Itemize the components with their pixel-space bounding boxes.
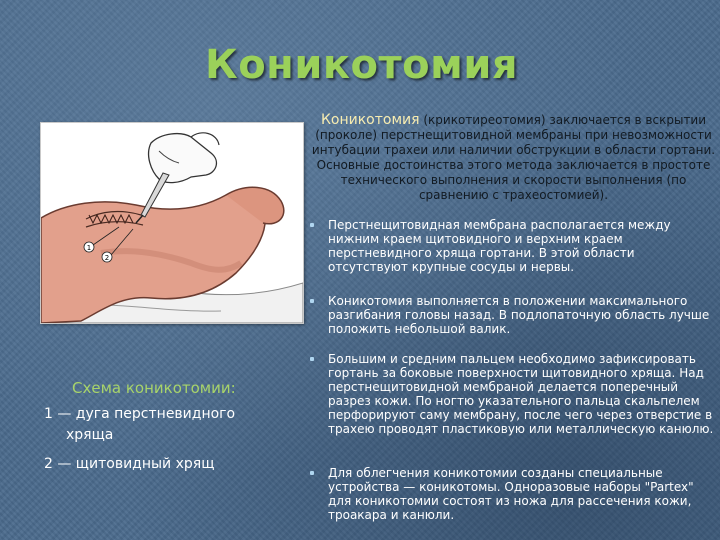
bullet-text: Перстнещитовидная мембрана располагается между нижним краем щитовидного и верхним краем перстневидного хряща гортани. В этой области отсутствуют крупные сосуды и нервы. <box>328 218 671 274</box>
bullet-item <box>298 466 718 522</box>
neck-incision-drawing <box>41 123 303 323</box>
bullet-marker <box>310 471 314 475</box>
slide-title: Коникотомия <box>205 42 519 88</box>
bullet-item <box>298 352 718 436</box>
bullet-item <box>298 294 718 336</box>
legend-item-line: 2 — щитовидный хрящ <box>44 456 215 472</box>
bullet-marker <box>310 357 314 361</box>
figure-caption: Схема коникотомии: <box>72 379 236 397</box>
legend-item-continuation: хряща <box>66 427 114 443</box>
intro-term: Коникотомия <box>320 112 420 128</box>
callout-label-1: 1 <box>86 244 92 252</box>
bullet-text: Для облегчения коникотомии созданы специальные устройства — коникотомы. Одноразовые наборы "Partex" для коникотомии состоят из ножа для рассечения кожи, троакара и канюли. <box>328 466 694 522</box>
legend-item <box>44 454 284 475</box>
intro-paragraph <box>311 113 716 203</box>
gloved-hand <box>149 134 217 183</box>
callout-label-2: 2 <box>104 254 110 262</box>
bullet-marker <box>310 299 314 303</box>
coniotomy-illustration <box>40 122 304 324</box>
legend-item <box>44 404 284 446</box>
legend-item-line: 1 — дуга перстневидного <box>44 406 236 422</box>
bullet-marker <box>310 223 314 227</box>
intro-text: (крикотиреотомия) заключается в вскрытии (проколе) перстнещитовидной мембраны при невозможности интубации трахеи или наличии обструкции в области гортани. Основные достоинства этого метода заключается в простоте технического выполнения и скорости выполнения (по сравнению с трахеостомией). <box>311 113 716 202</box>
bullet-text: Большим и средним пальцем необходимо зафиксировать гортань за боковые поверхности щитовидного хряща. Над перстнещитовидной мембраной делается поперечный разрез кожи. По ногтю указательного пальца скальпелем перфорируют саму мембрану, после чего через отверстие в трахею проводят пластиковую или металлическую канюлю. <box>328 352 714 436</box>
bullet-item <box>298 218 718 274</box>
bullet-text: Коникотомия выполняется в положении максимального разгибания головы назад. В подлопаточную область лучше положить небольшой валик. <box>328 294 710 336</box>
